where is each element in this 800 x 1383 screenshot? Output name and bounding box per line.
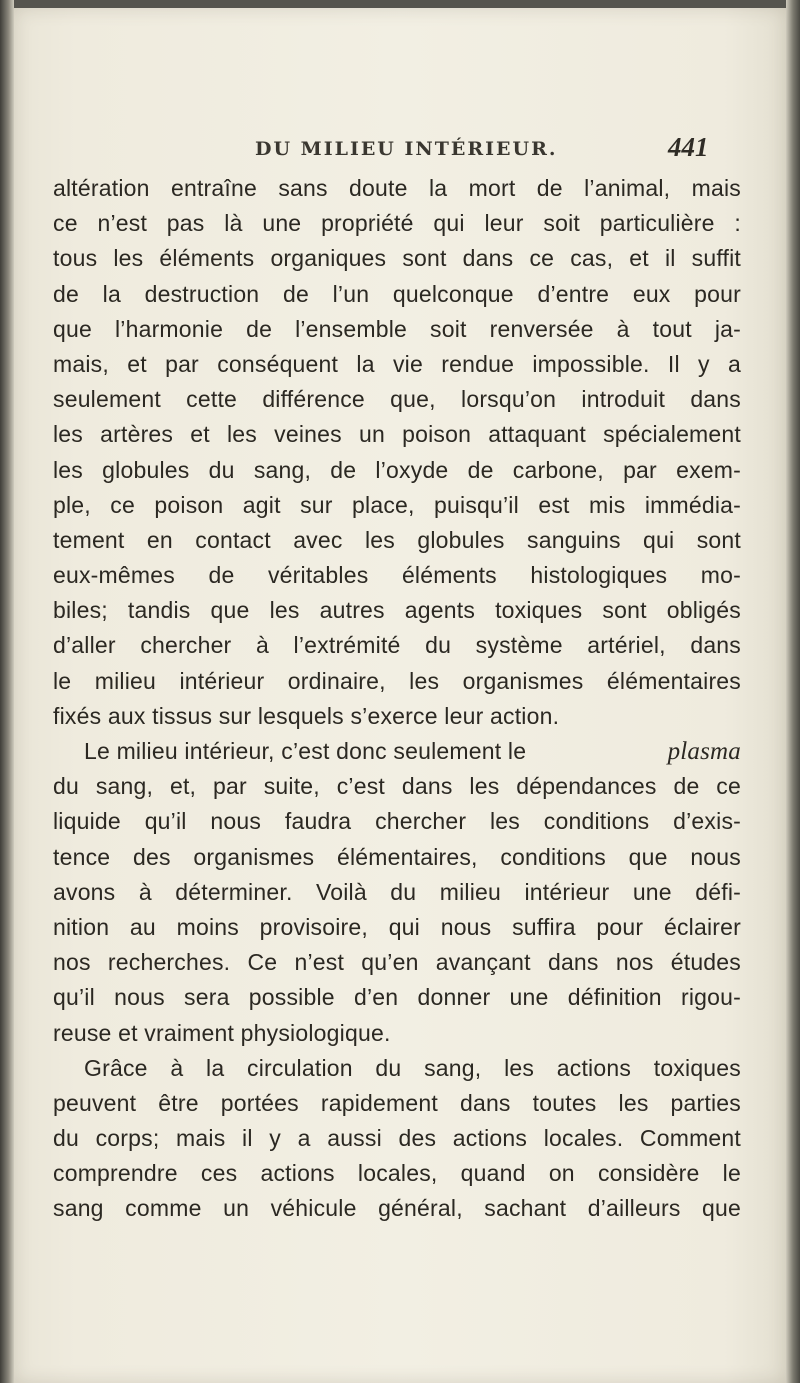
text-line: mais, et par conséquent la vie rendue impossible. Il y a <box>53 350 741 377</box>
text-line: du sang, et, par suite, c’est dans les dépendances de ce <box>53 773 741 800</box>
text-line: comprendre ces actions locales, quand on considère le <box>53 1160 741 1187</box>
page-number: 441 <box>668 132 709 162</box>
text-line: les artères et les veines un poison attaquant spécialement <box>53 421 741 448</box>
text-line: de la destruction de l’un quelconque d’entre eux pour <box>53 280 741 307</box>
paragraph-2 <box>53 734 741 1051</box>
text-line: altération entraîne sans doute la mort de l’animal, mais <box>53 175 741 201</box>
text-line: tence des organismes élémentaires, conditions que nous <box>53 843 741 870</box>
text-line: eux-mêmes de véritables éléments histologiques mo- <box>53 562 741 589</box>
text-line: ple, ce poison agit sur place, puisqu’il est mis immédia- <box>53 491 741 518</box>
text-line: liquide qu’il nous faudra chercher les conditions d’exis- <box>53 808 741 835</box>
text-line: biles; tandis que les autres agents toxiques sont obligés <box>53 597 741 624</box>
text-line: peuvent être portées rapidement dans toutes les parties <box>53 1089 741 1116</box>
text-line: d’aller chercher à l’extrémité du système artériel, dans <box>53 632 741 659</box>
text-line: sang comme un véhicule général, sachant d’ailleurs que <box>53 1195 741 1222</box>
text-line: fixés aux tissus sur lesquels s’exerce leur action. <box>53 702 560 729</box>
italic-term: plasma <box>667 738 741 765</box>
text-line: tement en contact avec les globules sanguins qui sont <box>53 526 741 553</box>
text-line: avons à déterminer. Voilà du milieu intérieur une défi- <box>53 878 741 905</box>
text-line: le milieu intérieur ordinaire, les organismes élémentaires <box>53 667 741 694</box>
text-line: qu’il nous sera possible d’en donner une définition rigou- <box>53 984 741 1011</box>
paragraph-1 <box>53 171 741 734</box>
text-line: que l’harmonie de l’ensemble soit renversée à tout ja- <box>53 315 741 342</box>
scan-left-edge <box>0 0 14 1383</box>
text-line: les globules du sang, de l’oxyde de carbone, par exem- <box>53 456 741 483</box>
text-line: Grâce à la circulation du sang, les actions toxiques <box>84 1054 741 1081</box>
text-line-segment: Le milieu intérieur, c’est donc seulement le <box>84 738 527 764</box>
text-line: du corps; mais il y a aussi des actions locales. Comment <box>53 1125 741 1152</box>
running-head <box>0 132 800 164</box>
body-text <box>53 171 741 1227</box>
text-line: tous les éléments organiques sont dans ce cas, et il suffit <box>53 245 741 272</box>
scan-right-edge <box>786 0 800 1383</box>
text-line <box>53 734 741 769</box>
text-line: reuse et vraiment physiologique. <box>53 1019 391 1046</box>
text-line: seulement cette différence que, lorsqu’on introduit dans <box>53 386 741 413</box>
text-line: ce n’est pas là une propriété qui leur soit particulière : <box>53 210 741 237</box>
running-title: DU MILIEU INTÉRIEUR. <box>255 138 558 160</box>
text-line: nition au moins provisoire, qui nous suffira pour éclairer <box>53 913 741 940</box>
text-line: nos recherches. Ce n’est qu’en avançant dans nos études <box>53 949 741 976</box>
paragraph-3 <box>53 1051 741 1227</box>
scan-top-edge <box>0 0 800 8</box>
